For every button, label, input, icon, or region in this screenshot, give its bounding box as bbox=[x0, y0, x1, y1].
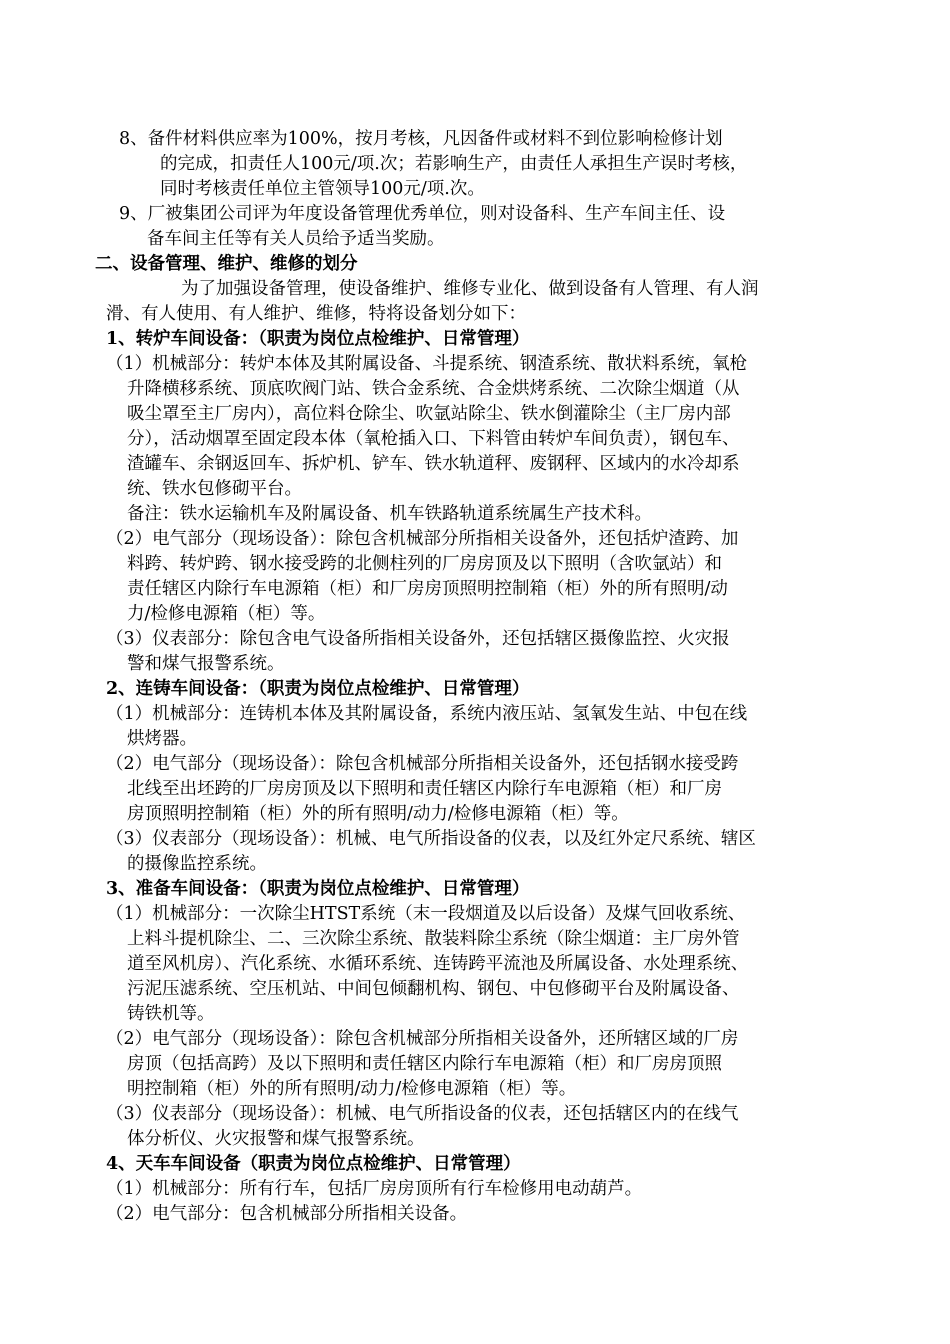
s4-elec: （2）电气部分：包含机械部分所指相关设备。 bbox=[106, 1204, 468, 1224]
s2-elec-line1: （2）电气部分（现场设备）：除包含机械部分所指相关设备外，还包括钢水接受跨 bbox=[106, 754, 739, 774]
s1-inst-line2: 警和煤气报警系统。 bbox=[127, 654, 285, 674]
s1-elec-line3: 责任辖区内除行车电源箱（柜）和厂房房顶照明控制箱（柜）外的所有照明/动 bbox=[127, 579, 728, 599]
s2-mech-line2: 烘烤器。 bbox=[127, 729, 197, 749]
s1-heading: 1、转炉车间设备：（职责为岗位点检维护、日常管理） bbox=[106, 329, 530, 349]
s3-mech-line5: 铸铁机等。 bbox=[127, 1004, 215, 1024]
s2-heading: 2、连铸车间设备：（职责为岗位点检维护、日常管理） bbox=[106, 679, 530, 699]
s3-mech-line3: 道至风机房）、汽化系统、水循环系统、连铸跨平流池及所属设备、水处理系统、 bbox=[127, 954, 749, 974]
s1-mech-line6: 统、铁水包修砌平台。 bbox=[127, 479, 302, 499]
item9-line1: 9、厂被集团公司评为年度设备管理优秀单位，则对设备科、生产车间主任、设 bbox=[119, 204, 726, 224]
s1-mech-line2: 升降横移系统、顶底吹阀门站、铁合金系统、合金烘烤系统、二次除尘烟道（从 bbox=[127, 379, 740, 399]
s2-inst-line2: 的摄像监控系统。 bbox=[127, 854, 267, 874]
s3-mech-line4: 污泥压滤系统、空压机站、中间包倾翻机构、钢包、中包修砌平台及附属设备、 bbox=[127, 979, 740, 999]
item9-line2: 备车间主任等有关人员给予适当奖励。 bbox=[147, 229, 445, 249]
s1-elec-line1: （2）电气部分（现场设备）：除包含机械部分所指相关设备外，还包括炉渣跨、加 bbox=[106, 529, 739, 549]
s1-mech-line3: 吸尘罩至主厂房内），高位料仓除尘、吹氩站除尘、铁水倒灌除尘（主厂房内部 bbox=[127, 404, 731, 424]
s1-mech-line5: 渣罐车、余钢返回车、拆炉机、铲车、铁水轨道秤、废钢秤、区域内的水冷却系 bbox=[127, 454, 740, 474]
item8-line3: 同时考核责任单位主管领导100元/项.次。 bbox=[160, 179, 485, 199]
s2-elec-line3: 房顶照明控制箱（柜）外的所有照明/动力/检修电源箱（柜）等。 bbox=[127, 804, 629, 824]
s1-mech-line1: （1）机械部分：转炉本体及其附属设备、斗提系统、钢渣系统、散状料系统，氧枪 bbox=[106, 354, 748, 374]
s1-mech-line4: 分），活动烟罩至固定段本体（氧枪插入口、下料管由转炉车间负责），钢包车、 bbox=[127, 429, 740, 449]
s1-elec-line4: 力/检修电源箱（柜）等。 bbox=[127, 604, 326, 624]
s3-inst-line2: 体分析仪、火灾报警和煤气报警系统。 bbox=[127, 1129, 425, 1149]
s3-elec-line2: 房顶（包括高跨）及以下照明和责任辖区内除行车电源箱（柜）和厂房房顶照 bbox=[127, 1054, 722, 1074]
s2-elec-line2: 北线至出坯跨的厂房房顶及以下照明和责任辖区内除行车电源箱（柜）和厂房 bbox=[127, 779, 722, 799]
section2-intro-line1: 为了加强设备管理，使设备维护、维修专业化、做到设备有人管理、有人润 bbox=[181, 279, 759, 299]
s1-inst-line1: （3）仪表部分：除包含电气设备所指相关设备外，还包括辖区摄像监控、火灾报 bbox=[106, 629, 730, 649]
s1-elec-line2: 料跨、转炉跨、钢水接受跨的北侧柱列的厂房房顶及以下照明（含吹氩站）和 bbox=[127, 554, 722, 574]
item8-line1: 8、备件材料供应率为100%，按月考核，凡因备件或材料不到位影响检修计划 bbox=[119, 129, 723, 149]
s3-mech-line1: （1）机械部分：一次除尘HTST系统（末一段烟道及以后设备）及煤气回收系统、 bbox=[106, 904, 746, 924]
s1-note: 备注：铁水运输机车及附属设备、机车铁路轨道系统属生产技术科。 bbox=[127, 504, 652, 524]
s3-heading: 3、准备车间设备：（职责为岗位点检维护、日常管理） bbox=[106, 879, 530, 899]
s2-mech-line1: （1）机械部分：连铸机本体及其附属设备，系统内液压站、氢氧发生站、中包在线 bbox=[106, 704, 748, 724]
s4-heading: 4、天车车间设备（职责为岗位点检维护、日常管理） bbox=[106, 1154, 521, 1174]
s3-inst-line1: （3）仪表部分（现场设备）：机械、电气所指设备的仪表，还包括辖区内的在线气 bbox=[106, 1104, 739, 1124]
section2-intro-line2: 滑、有人使用、有人维护、维修，特将设备划分如下： bbox=[106, 304, 526, 324]
s3-elec-line3: 明控制箱（柜）外的所有照明/动力/检修电源箱（柜）等。 bbox=[127, 1079, 577, 1099]
s3-mech-line2: 上料斗提机除尘、二、三次除尘系统、散装料除尘系统（除尘烟道：主厂房外管 bbox=[127, 929, 740, 949]
item8-line2: 的完成，扣责任人100元/项.次；若影响生产，由责任人承担生产误时考核， bbox=[160, 154, 748, 174]
s2-inst-line1: （3）仪表部分（现场设备）：机械、电气所指设备的仪表，以及红外定尺系统、辖区 bbox=[106, 829, 756, 849]
section2-heading: 二、设备管理、维护、维修的划分 bbox=[95, 254, 358, 274]
s3-elec-line1: （2）电气部分（现场设备）：除包含机械部分所指相关设备外，还所辖区域的厂房 bbox=[106, 1029, 739, 1049]
s4-mech: （1）机械部分：所有行车，包括厂房房顶所有行车检修用电动葫芦。 bbox=[106, 1179, 643, 1199]
